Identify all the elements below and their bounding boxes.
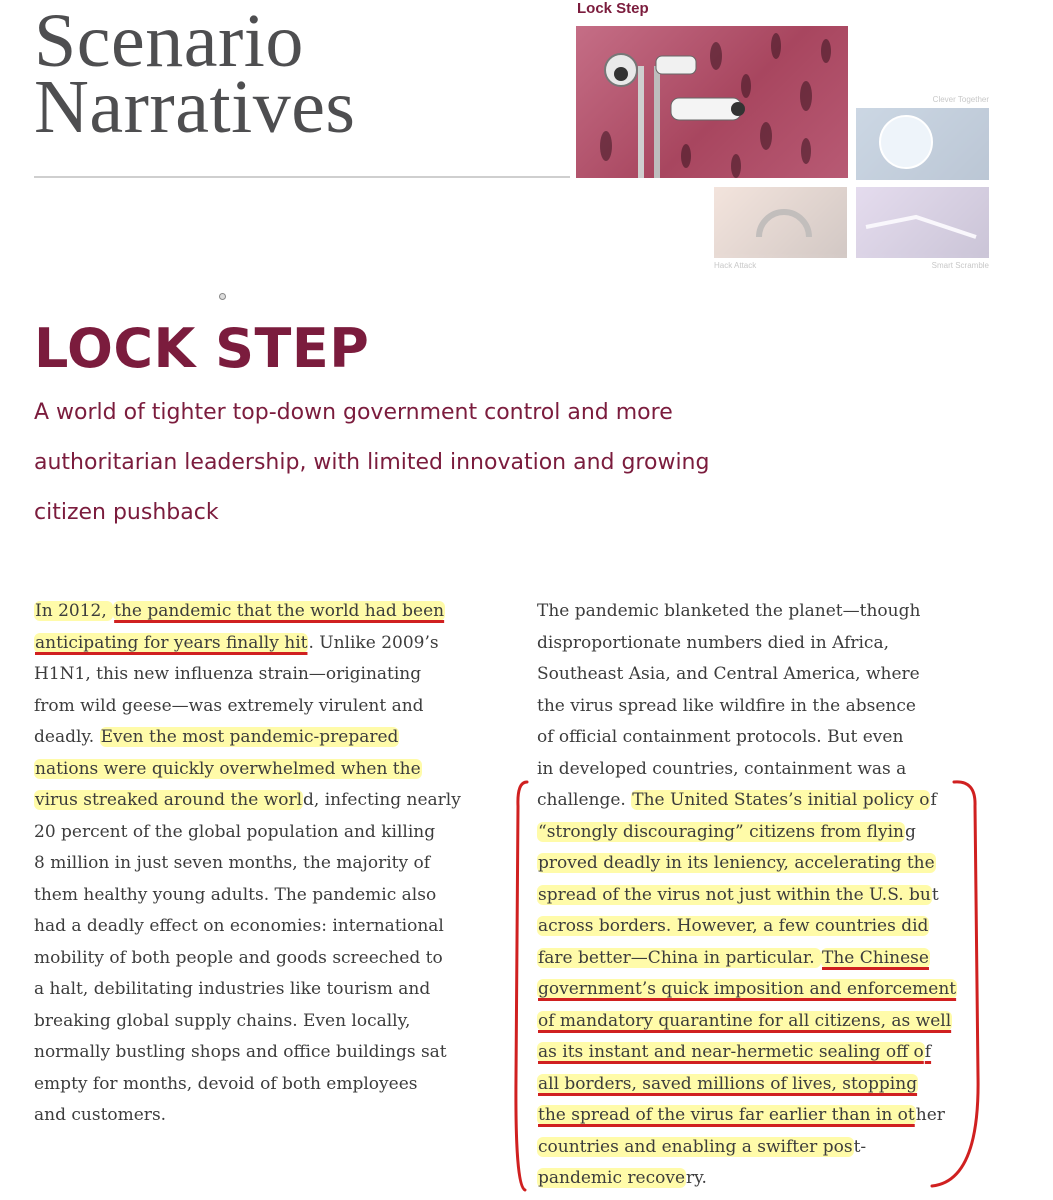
scenario-subtitle	[34, 388, 754, 538]
scenario-title: LOCK STEP	[34, 317, 370, 380]
text-line	[34, 628, 514, 660]
annotation-bracket-left	[511, 776, 529, 1194]
globe-icon	[856, 108, 989, 180]
hands-icon	[856, 187, 989, 258]
highlight-underline: the pandemic that the world had been	[114, 601, 445, 621]
hack-attack-image	[714, 187, 847, 258]
text-line: from wild geese—was extremely virulent and	[34, 695, 424, 716]
smart-scramble-image	[856, 187, 989, 258]
annotation-bracket-right	[924, 776, 984, 1194]
surveillance-camera-icon	[576, 26, 848, 178]
text-line: and customers.	[34, 1105, 167, 1125]
text-line: of official containment protocols. But even	[537, 727, 904, 747]
highlight: spread of the virus not just within the U.S. bu	[538, 884, 931, 905]
text-line: normally bustling shops and office buildings sat	[34, 1042, 447, 1062]
text-span: ry.	[686, 1168, 707, 1188]
cursor-dot-icon	[219, 293, 226, 300]
subtitle-line: citizen pushback	[34, 500, 219, 525]
text-line	[34, 596, 514, 628]
text-line: the virus spread like wildfire in the absence	[537, 695, 916, 716]
text-line: The pandemic blanketed the planet—though	[537, 601, 921, 621]
text-span: g	[904, 821, 916, 842]
highlight: virus streaked around the worl	[35, 790, 303, 810]
text-line: Southeast Asia, and Central America, where	[537, 664, 920, 684]
text-span: . Unlike 2009’s	[308, 632, 439, 653]
text-line: 8 million in just seven months, the majority of	[34, 853, 430, 873]
text-line: them healthy young adults. The pandemic also	[34, 884, 437, 905]
text-line	[34, 754, 514, 786]
highlight: countries and enabling a swifter pos	[538, 1136, 853, 1157]
page-title	[34, 0, 356, 149]
hack-attack-label: Hack Attack	[714, 261, 757, 270]
highlight: The United States’s initial policy o	[632, 790, 930, 810]
lockstep-scenario-image	[576, 26, 848, 178]
highlight-underline: of mandatory quarantine for all citizens, as well	[538, 1010, 952, 1031]
text-span: f	[930, 790, 937, 810]
highlight-underline: as its instant and near-hermetic sealing off o	[538, 1042, 924, 1062]
text-span: t-	[853, 1136, 867, 1157]
text-span: challenge.	[537, 790, 632, 810]
highlight: pandemic recove	[538, 1168, 685, 1188]
text-line	[34, 785, 514, 817]
highlight: fare better—China in particular.	[538, 947, 821, 968]
body-column-left	[34, 596, 514, 1132]
lockstep-tile-label: Lock Step	[577, 0, 649, 17]
highlight-underline: The Chinese	[822, 947, 929, 968]
text-line: had a deadly effect on economies: international	[34, 916, 444, 936]
text-span: her	[915, 1105, 945, 1125]
text-line: breaking global supply chains. Even locally,	[34, 1010, 411, 1031]
highlight: In 2012,	[35, 601, 113, 621]
text-span: d, infecting nearly	[303, 790, 461, 810]
headphones-icon	[714, 187, 847, 258]
text-line: a halt, debilitating industries like tourism and	[34, 979, 431, 999]
clever-together-image	[856, 108, 989, 180]
smart-scramble-label: Smart Scramble	[931, 261, 989, 270]
text-line	[34, 722, 514, 754]
highlight: proved deadly in its leniency, accelerating the	[538, 853, 935, 873]
page-title-line-2: Narratives	[34, 65, 356, 149]
highlight-underline: government’s quick imposition and enforcement	[538, 979, 957, 999]
underline: f	[924, 1042, 932, 1062]
highlight-underline: anticipating for years finally hit	[35, 632, 308, 653]
text-line: H1N1, this new influenza strain—originating	[34, 664, 422, 684]
highlight: nations were quickly overwhelmed when the	[35, 758, 421, 779]
highlight: across borders. However, a few countries did	[538, 916, 929, 936]
highlight-underline: the spread of the virus far earlier than in ot	[538, 1105, 915, 1125]
text-span: deadly.	[34, 727, 100, 747]
text-line: empty for months, devoid of both employees	[34, 1073, 418, 1094]
text-line: 20 percent of the global population and killing	[34, 821, 436, 842]
highlight-underline: all borders, saved millions of lives, stopping	[538, 1073, 918, 1094]
subtitle-line: authoritarian leadership, with limited innovation and growing	[34, 450, 710, 475]
highlight: Even the most pandemic-prepared	[100, 727, 399, 747]
text-line: in developed countries, containment was a	[537, 758, 907, 779]
header-divider	[34, 176, 570, 178]
page-title-line-1: Scenario	[34, 0, 304, 83]
highlight: “strongly discouraging” citizens from flyin	[538, 821, 904, 842]
text-line: disproportionate numbers died in Africa,	[537, 632, 889, 653]
text-line: mobility of both people and goods screeched to	[34, 947, 443, 968]
text-span: t	[931, 884, 939, 905]
subtitle-line: A world of tighter top-down government control and more	[34, 400, 673, 425]
clever-together-label: Clever Together	[932, 95, 989, 104]
